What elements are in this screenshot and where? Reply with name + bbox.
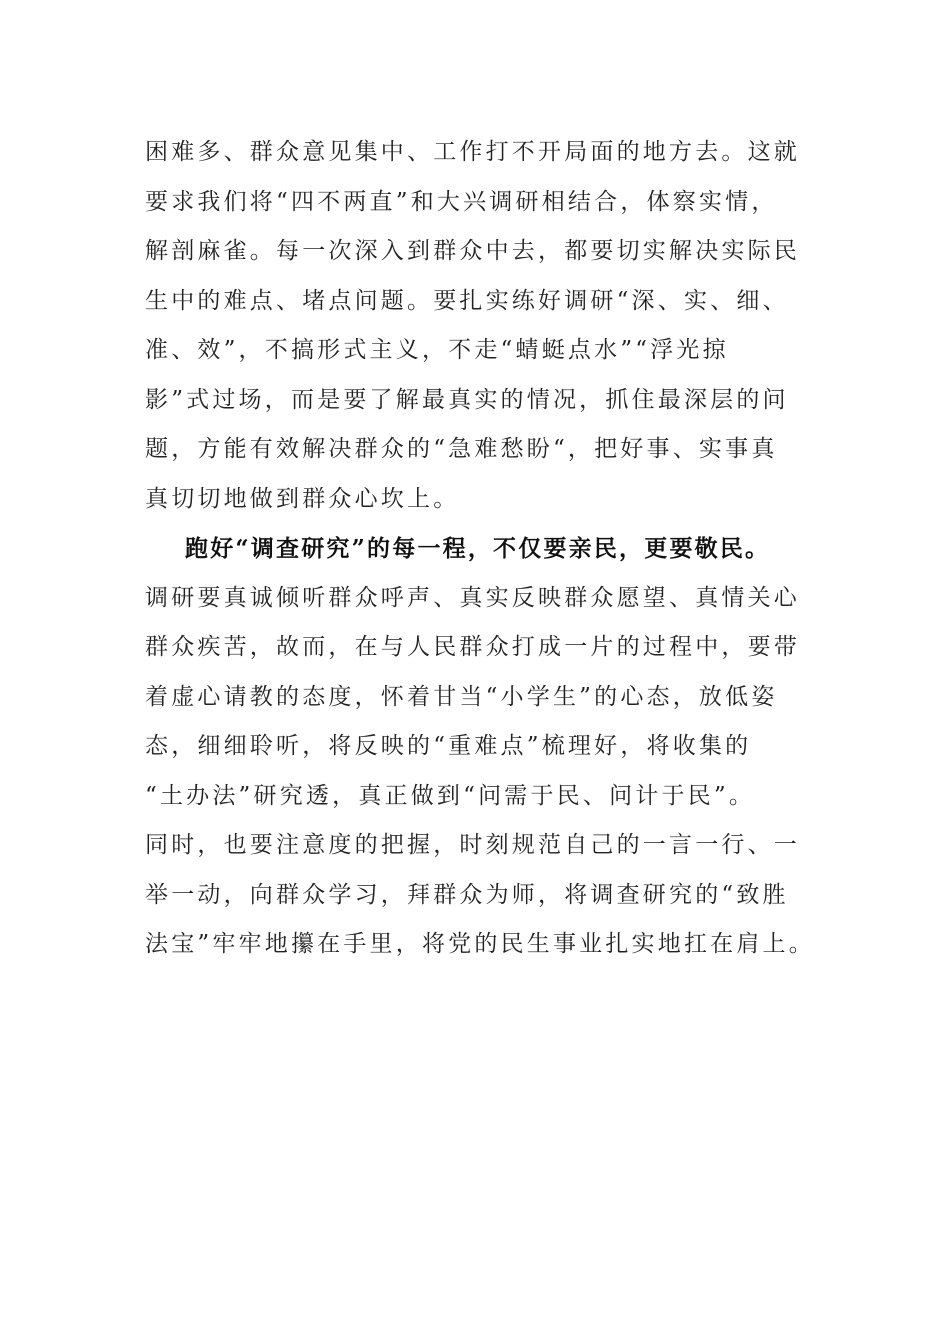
section-heading: 跑好“调查研究”的每一程，不仅要亲民，更要敬民。	[185, 535, 771, 562]
text-line: “土办法”研究透，真正做到“问需于民、问计于民”。	[145, 782, 756, 809]
text-line: 困难多、群众意见集中、工作打不开局面的地方去。这就	[145, 139, 800, 165]
text-line: 解剖麻雀。每一次深入到群众中去，都要切实解决实际民	[145, 238, 800, 264]
text-line: 题，方能有效解决群众的“急难愁盼“，把好事、实事真	[145, 436, 778, 462]
text-line: 态，细细聆听，将反映的“重难点”梳理好，将收集的	[145, 733, 752, 759]
text-line: 影”式过场，而是要了解最真实的情况，抓住最深层的问	[145, 386, 789, 413]
body-text	[145, 128, 815, 970]
text-line: 要求我们将“四不两直”和大兴调研相结合，体察实情，	[145, 188, 778, 215]
text-line: 着虚心请教的态度，怀着甘当“小学生”的心态，放低姿	[145, 683, 778, 710]
text-line: 群众疾苦，故而，在与人民群众打成一片的过程中，要带	[145, 634, 800, 660]
text-line: 法宝”牢牢地攥在手里，将党的民生事业扎实地扛在肩上。	[145, 931, 815, 957]
text-line: 生中的难点、堵点问题。要扎实练好调研“深、实、细、	[145, 287, 789, 314]
text-line: 真切切地做到群众心坎上。	[145, 485, 460, 512]
text-line: 准、效”，不搞形式主义，不走“蜻蜓点水”“浮光掠	[145, 337, 729, 363]
text-line: 调研要真诚倾听群众呼声、真实反映群众愿望、真情关心	[145, 584, 800, 611]
text-line: 同时，也要注意度的把握，时刻规范自己的一言一行、一	[145, 832, 800, 858]
text-line: 举一动，向群众学习，拜群众为师，将调查研究的“致胜	[145, 881, 789, 908]
